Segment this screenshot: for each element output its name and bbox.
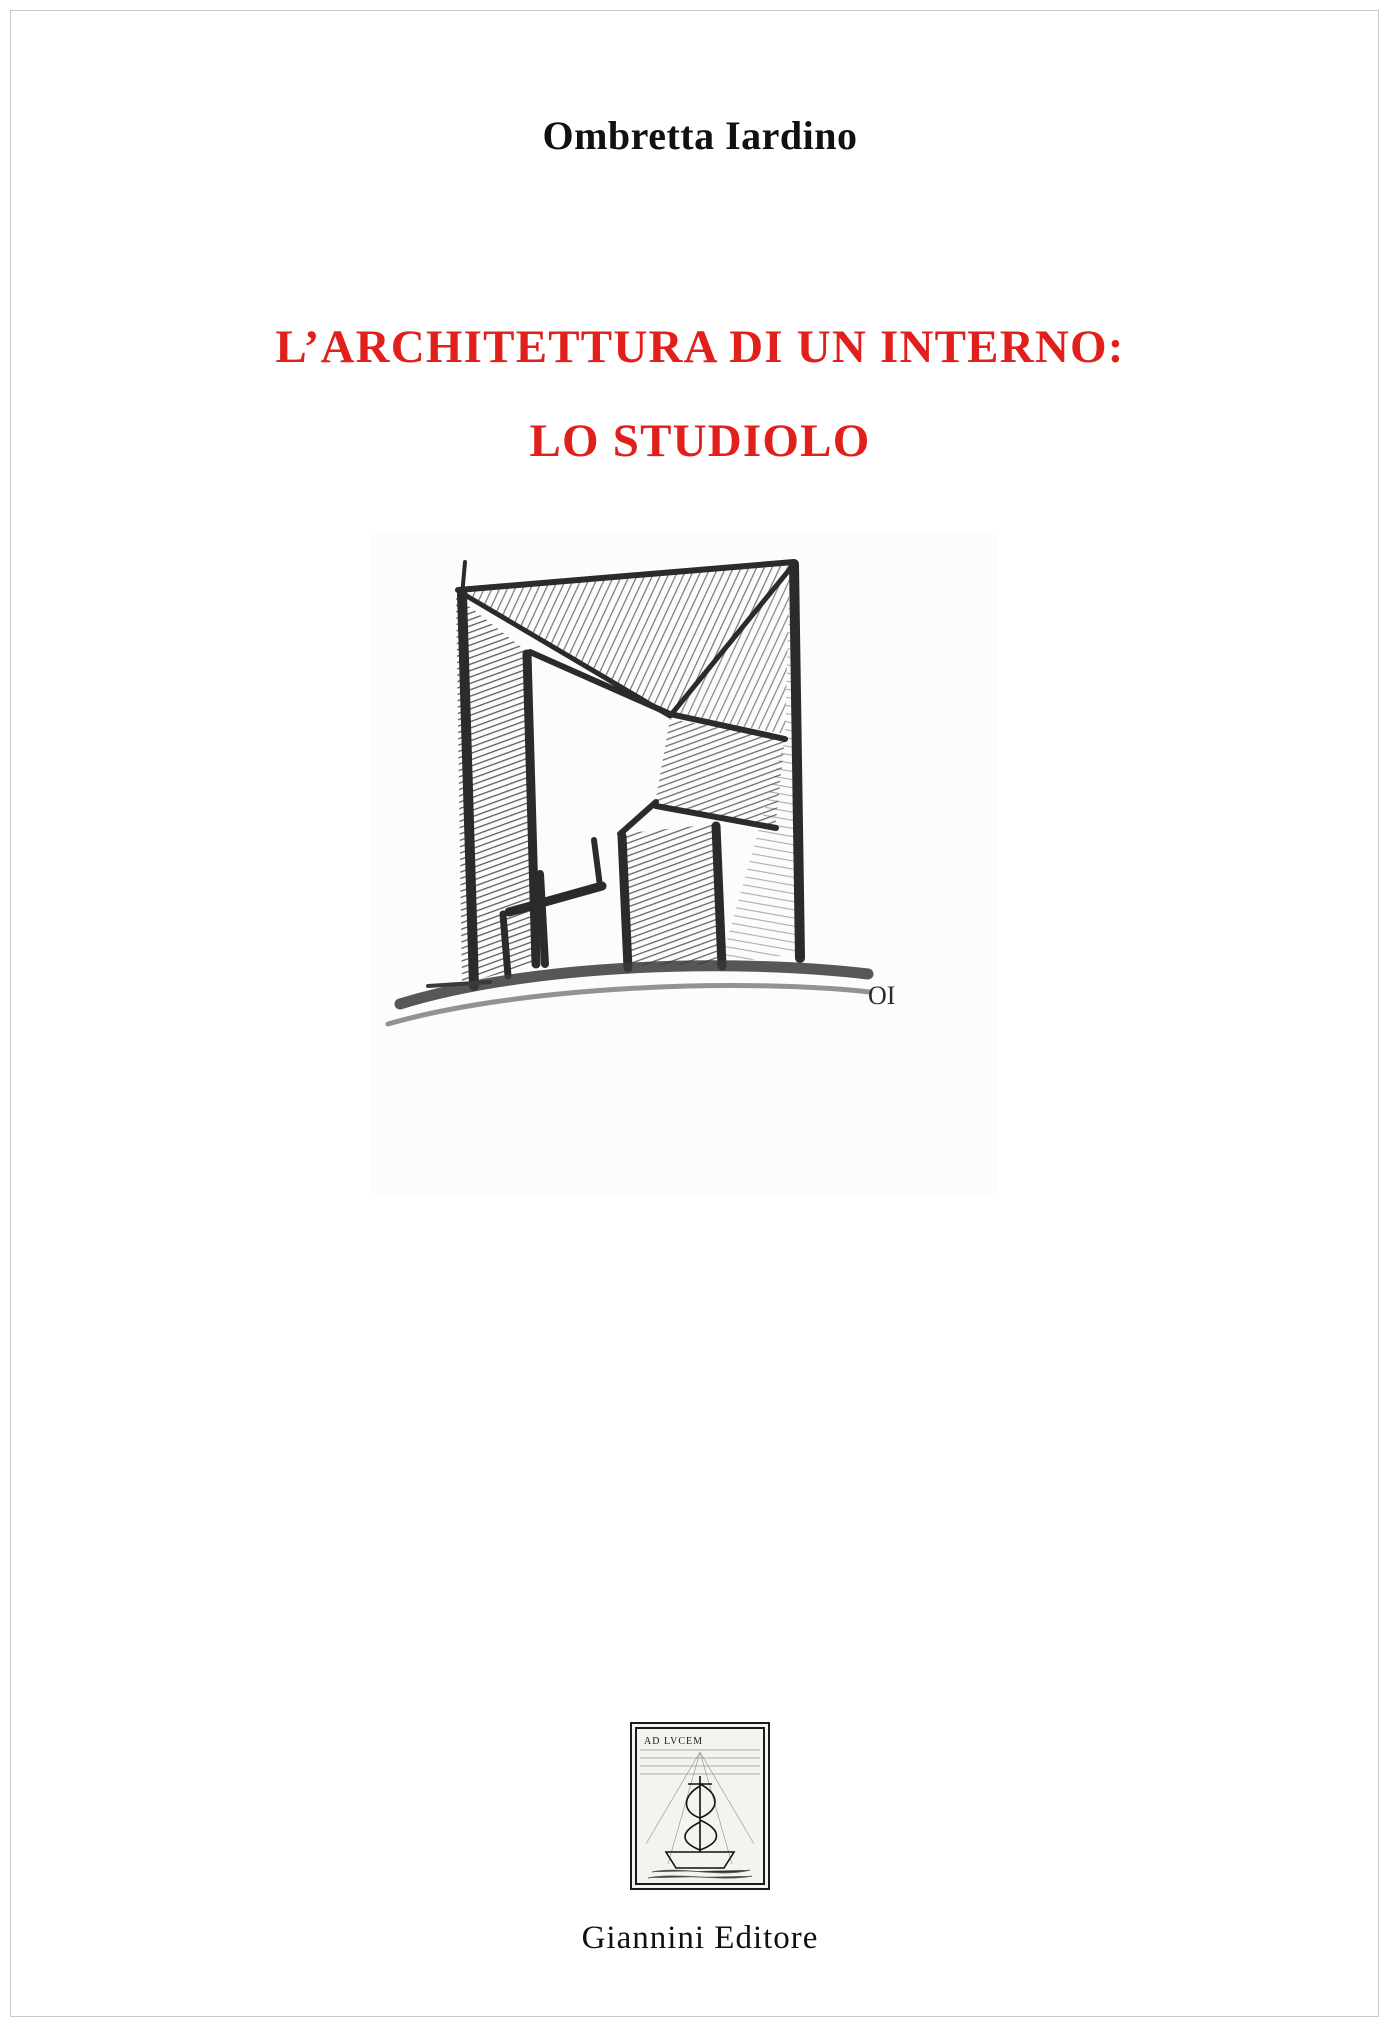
cover-artwork (370, 534, 998, 1194)
author-name: Ombretta Iardino (542, 113, 858, 158)
book-title (0, 320, 1400, 468)
svg-text:AD LVCEM: AD LVCEM (644, 1736, 704, 1747)
title-line-1: L’ARCHITETTURA DI UN INTERNO: (275, 321, 1125, 373)
publisher-block (0, 1722, 1400, 1957)
pencil-sketch-icon (370, 534, 998, 1194)
publisher-name: Giannini Editore (581, 1920, 819, 1956)
artwork-signature: OI (868, 981, 896, 1010)
sailing-ship-emblem-icon (632, 1724, 768, 1888)
title-line-2: LO STUDIOLO (529, 415, 871, 468)
publisher-logo (630, 1722, 770, 1890)
